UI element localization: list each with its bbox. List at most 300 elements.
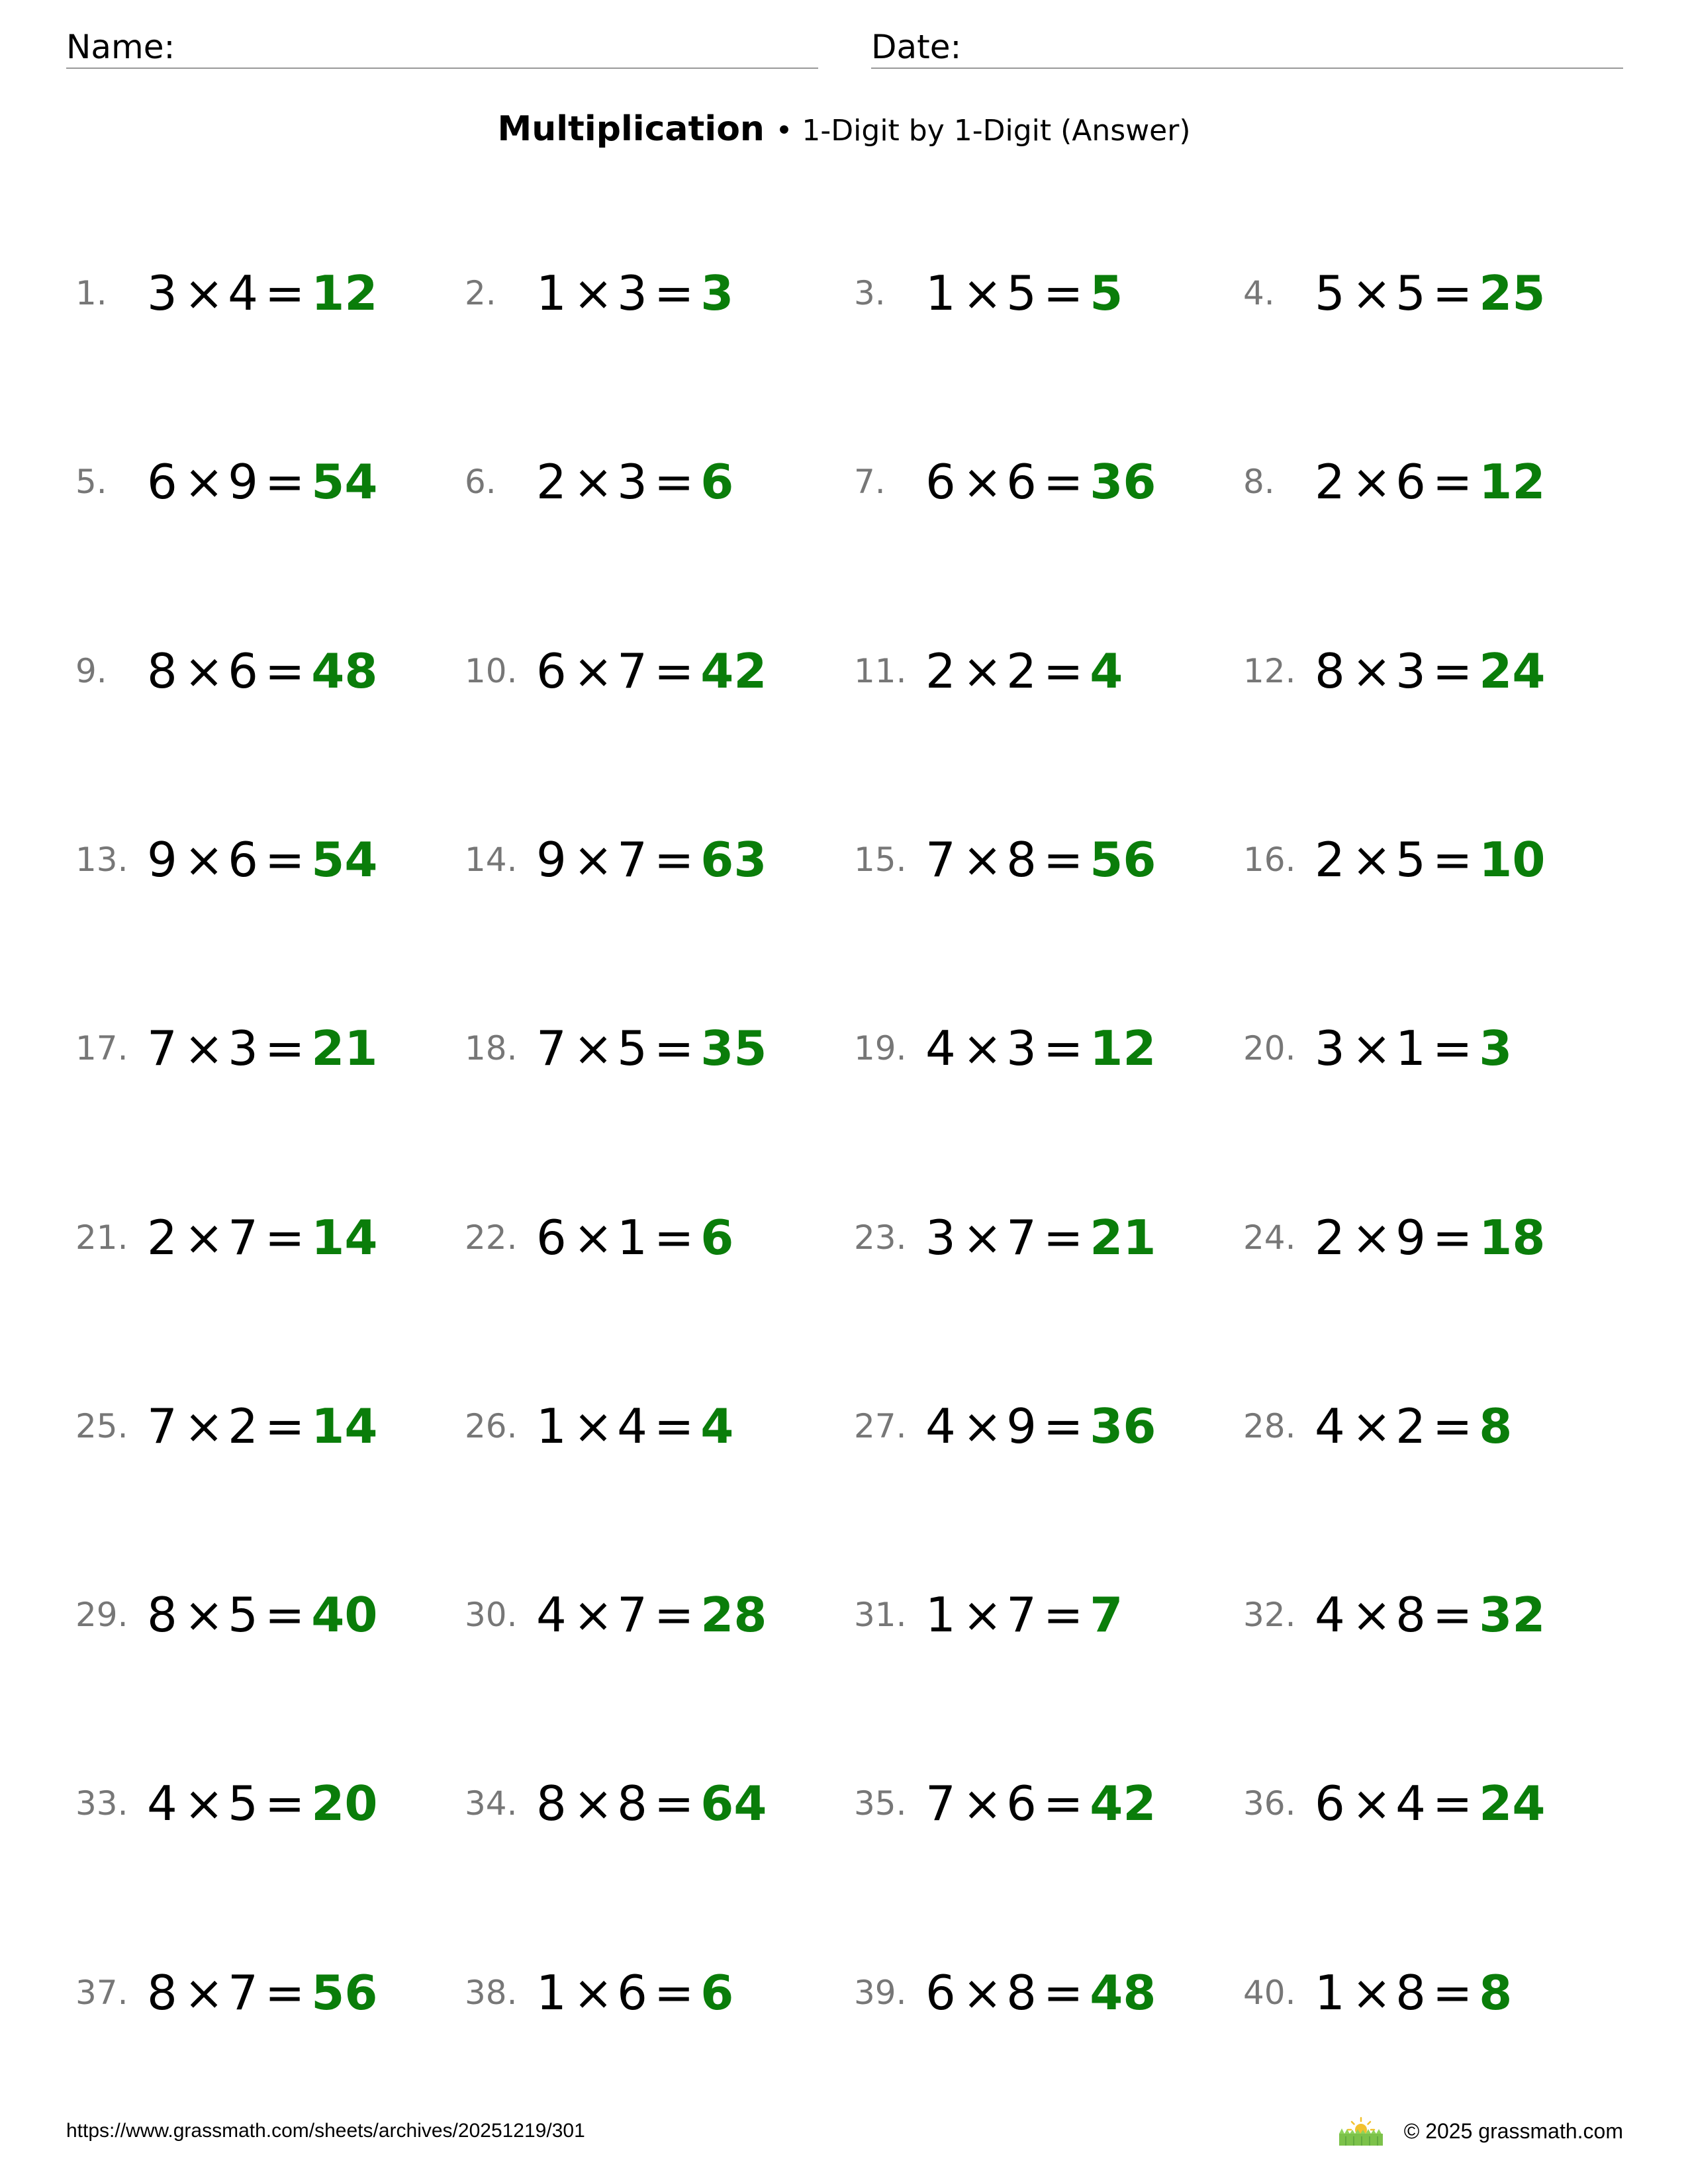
answer: 4: [700, 1398, 734, 1454]
factor-b: 8: [1006, 832, 1037, 887]
answer: 48: [1090, 1965, 1156, 2021]
problem-expression: [1315, 1582, 1545, 1648]
factor-b: 1: [1395, 1021, 1426, 1076]
answer: 18: [1479, 1210, 1546, 1265]
problem-item: [1234, 1393, 1605, 1459]
equals-sign: =: [1432, 832, 1473, 887]
factor-a: 2: [147, 1210, 177, 1265]
multiply-sign: ×: [183, 1210, 224, 1265]
answer: 24: [1479, 643, 1546, 699]
factor-a: 7: [536, 1021, 567, 1076]
problem-item: [845, 260, 1215, 326]
problem-number: 14.: [465, 841, 518, 879]
problem-item: [1234, 260, 1605, 326]
factor-b: 4: [617, 1398, 647, 1454]
problem-expression: [925, 1015, 1156, 1081]
factor-a: 7: [925, 832, 956, 887]
multiply-sign: ×: [962, 832, 1003, 887]
problem-item: [455, 449, 826, 515]
problem-item: [455, 1770, 826, 1837]
multiply-sign: ×: [962, 265, 1003, 321]
multiply-sign: ×: [183, 1965, 224, 2021]
factor-a: 7: [925, 1776, 956, 1831]
equals-sign: =: [1043, 832, 1084, 887]
multiply-sign: ×: [573, 832, 614, 887]
problem-expression: [147, 1015, 377, 1081]
multiply-sign: ×: [962, 1965, 1003, 2021]
multiply-sign: ×: [573, 1210, 614, 1265]
problem-number: 39.: [854, 1974, 907, 2012]
factor-a: 7: [147, 1398, 177, 1454]
problem-expression: [536, 1960, 733, 2026]
factor-a: 6: [925, 1965, 956, 2021]
factor-b: 3: [228, 1021, 258, 1076]
equals-sign: =: [1043, 1965, 1084, 2021]
problem-expression: [925, 638, 1123, 704]
factor-b: 9: [1395, 1210, 1426, 1265]
equals-sign: =: [653, 1776, 694, 1831]
factor-b: 8: [1395, 1965, 1426, 2021]
factor-a: 6: [536, 643, 567, 699]
problem-item: [1234, 1015, 1605, 1081]
factor-b: 2: [228, 1398, 258, 1454]
answer: 40: [311, 1587, 378, 1643]
multiply-sign: ×: [573, 1965, 614, 2021]
problem-number: 22.: [465, 1218, 518, 1257]
factor-a: 8: [1315, 643, 1345, 699]
problem-number: 1.: [75, 274, 107, 312]
date-label: Date:: [871, 28, 962, 66]
equals-sign: =: [653, 454, 694, 510]
problem-item: [66, 827, 437, 893]
factor-b: 5: [617, 1021, 647, 1076]
problem-item: [66, 449, 437, 515]
problem-expression: [1315, 1205, 1545, 1271]
factor-a: 4: [1315, 1398, 1345, 1454]
multiply-sign: ×: [962, 1021, 1003, 1076]
factor-b: 4: [228, 265, 258, 321]
problem-expression: [1315, 1015, 1512, 1081]
problem-item: [66, 260, 437, 326]
factor-a: 7: [147, 1021, 177, 1076]
problem-item: [455, 1960, 826, 2026]
factor-b: 6: [1006, 454, 1037, 510]
equals-sign: =: [264, 1021, 305, 1076]
factor-b: 2: [1395, 1398, 1426, 1454]
problem-number: 28.: [1243, 1407, 1296, 1445]
factor-a: 8: [147, 1587, 177, 1643]
factor-b: 3: [1006, 1021, 1037, 1076]
multiply-sign: ×: [962, 454, 1003, 510]
multiply-sign: ×: [573, 643, 614, 699]
factor-a: 4: [925, 1398, 956, 1454]
answer: 35: [700, 1021, 767, 1076]
problem-expression: [536, 827, 767, 893]
equals-sign: =: [1432, 1398, 1473, 1454]
problem-item: [66, 1205, 437, 1271]
factor-b: 6: [228, 643, 258, 699]
problem-number: 17.: [75, 1029, 128, 1068]
problem-expression: [1315, 1770, 1545, 1837]
problem-number: 15.: [854, 841, 907, 879]
factor-b: 7: [617, 832, 647, 887]
multiply-sign: ×: [1351, 1210, 1392, 1265]
problem-expression: [536, 1582, 767, 1648]
answer: 54: [311, 454, 378, 510]
multiply-sign: ×: [1351, 832, 1392, 887]
problem-number: 7.: [854, 463, 886, 501]
factor-b: 3: [1395, 643, 1426, 699]
multiply-sign: ×: [573, 1587, 614, 1643]
factor-a: 4: [1315, 1587, 1345, 1643]
problem-expression: [925, 1205, 1156, 1271]
problem-item: [455, 827, 826, 893]
equals-sign: =: [1043, 1398, 1084, 1454]
equals-sign: =: [1043, 265, 1084, 321]
problem-number: 31.: [854, 1596, 907, 1634]
multiply-sign: ×: [1351, 1776, 1392, 1831]
problem-expression: [536, 1770, 767, 1837]
problem-item: [66, 1015, 437, 1081]
answer: 21: [1090, 1210, 1156, 1265]
problem-item: [66, 1960, 437, 2026]
problem-expression: [147, 827, 377, 893]
problem-item: [1234, 827, 1605, 893]
factor-a: 3: [1315, 1021, 1345, 1076]
problem-number: 33.: [75, 1784, 128, 1823]
answer: 24: [1479, 1776, 1546, 1831]
factor-a: 4: [925, 1021, 956, 1076]
factor-a: 6: [925, 454, 956, 510]
factor-b: 7: [1006, 1210, 1037, 1265]
equals-sign: =: [1432, 454, 1473, 510]
problem-expression: [536, 638, 767, 704]
answer: 48: [311, 643, 378, 699]
answer: 64: [700, 1776, 767, 1831]
multiply-sign: ×: [183, 1021, 224, 1076]
date-field[interactable]: [871, 26, 1623, 69]
problem-number: 11.: [854, 652, 907, 690]
problem-expression: [147, 260, 377, 326]
problem-expression: [925, 1960, 1156, 2026]
problem-item: [845, 1393, 1215, 1459]
answer: 21: [311, 1021, 378, 1076]
factor-a: 1: [536, 1965, 567, 2021]
factor-b: 5: [1006, 265, 1037, 321]
equals-sign: =: [1432, 643, 1473, 699]
factor-b: 8: [1006, 1965, 1037, 2021]
answer: 14: [311, 1210, 378, 1265]
answer: 36: [1090, 1398, 1156, 1454]
answer: 8: [1479, 1398, 1513, 1454]
answer: 36: [1090, 454, 1156, 510]
problem-item: [455, 1015, 826, 1081]
answer: 54: [311, 832, 378, 887]
equals-sign: =: [653, 643, 694, 699]
problem-expression: [1315, 827, 1545, 893]
factor-b: 6: [1006, 1776, 1037, 1831]
problem-expression: [147, 1393, 377, 1459]
problem-number: 29.: [75, 1596, 128, 1634]
answer: 12: [311, 265, 378, 321]
multiply-sign: ×: [573, 1021, 614, 1076]
factor-b: 5: [228, 1776, 258, 1831]
problem-number: 8.: [1243, 463, 1275, 501]
problem-item: [66, 1770, 437, 1837]
problem-number: 36.: [1243, 1784, 1296, 1823]
problem-number: 5.: [75, 463, 107, 501]
problem-expression: [147, 1960, 377, 2026]
answer: 8: [1479, 1965, 1513, 2021]
factor-a: 1: [536, 1398, 567, 1454]
problem-number: 26.: [465, 1407, 518, 1445]
factor-b: 6: [1395, 454, 1426, 510]
answer: 4: [1090, 643, 1123, 699]
answer: 28: [700, 1587, 767, 1643]
multiply-sign: ×: [573, 1776, 614, 1831]
problem-number: 10.: [465, 652, 518, 690]
name-field[interactable]: [66, 26, 818, 69]
factor-a: 2: [1315, 1210, 1345, 1265]
problem-item: [1234, 1770, 1605, 1837]
factor-b: 7: [228, 1965, 258, 2021]
multiply-sign: ×: [573, 454, 614, 510]
multiply-sign: ×: [962, 1398, 1003, 1454]
multiply-sign: ×: [183, 643, 224, 699]
multiply-sign: ×: [962, 643, 1003, 699]
problem-expression: [925, 1770, 1156, 1837]
answer: 6: [700, 1965, 734, 2021]
factor-b: 6: [228, 832, 258, 887]
answer: 25: [1479, 265, 1546, 321]
problem-expression: [147, 1205, 377, 1271]
multiply-sign: ×: [962, 1587, 1003, 1643]
factor-a: 6: [147, 454, 177, 510]
grass-sun-logo-icon: [1338, 2115, 1384, 2147]
multiply-sign: ×: [1351, 1587, 1392, 1643]
multiply-sign: ×: [1351, 1965, 1392, 2021]
multiply-sign: ×: [1351, 454, 1392, 510]
factor-b: 5: [1395, 265, 1426, 321]
factor-b: 7: [1006, 1587, 1037, 1643]
multiply-sign: ×: [962, 1776, 1003, 1831]
equals-sign: =: [1432, 1210, 1473, 1265]
answer: 14: [311, 1398, 378, 1454]
problem-expression: [1315, 260, 1545, 326]
problem-number: 20.: [1243, 1029, 1296, 1068]
problem-item: [66, 638, 437, 704]
answer: 6: [700, 1210, 734, 1265]
problem-number: 27.: [854, 1407, 907, 1445]
problem-number: 6.: [465, 463, 496, 501]
problem-item: [455, 260, 826, 326]
problem-item: [845, 827, 1215, 893]
factor-a: 2: [925, 643, 956, 699]
problem-expression: [147, 638, 377, 704]
factor-a: 8: [536, 1776, 567, 1831]
factor-b: 9: [1006, 1398, 1037, 1454]
footer-brand: [1338, 2113, 1623, 2150]
footer-url: https://www.grassmath.com/sheets/archives/20251219/301: [66, 2120, 585, 2142]
equals-sign: =: [1432, 265, 1473, 321]
equals-sign: =: [264, 643, 305, 699]
factor-b: 5: [228, 1587, 258, 1643]
problem-number: 30.: [465, 1596, 518, 1634]
factor-a: 1: [1315, 1965, 1345, 2021]
problem-number: 40.: [1243, 1974, 1296, 2012]
factor-a: 3: [925, 1210, 956, 1265]
equals-sign: =: [1432, 1021, 1473, 1076]
problem-expression: [925, 827, 1156, 893]
equals-sign: =: [1043, 1776, 1084, 1831]
problem-expression: [536, 449, 733, 515]
problem-number: 35.: [854, 1784, 907, 1823]
equals-sign: =: [264, 1965, 305, 2021]
factor-a: 1: [925, 1587, 956, 1643]
factor-a: 6: [536, 1210, 567, 1265]
multiply-sign: ×: [183, 265, 224, 321]
problem-number: 25.: [75, 1407, 128, 1445]
problem-number: 38.: [465, 1974, 518, 2012]
multiply-sign: ×: [183, 1398, 224, 1454]
equals-sign: =: [653, 265, 694, 321]
problem-number: 4.: [1243, 274, 1275, 312]
factor-a: 2: [1315, 832, 1345, 887]
multiply-sign: ×: [183, 1776, 224, 1831]
answer: 5: [1090, 265, 1123, 321]
equals-sign: =: [264, 1587, 305, 1643]
problem-number: 34.: [465, 1784, 518, 1823]
problem-expression: [925, 449, 1156, 515]
equals-sign: =: [653, 1210, 694, 1265]
factor-b: 1: [617, 1210, 647, 1265]
equals-sign: =: [653, 1021, 694, 1076]
problem-number: 3.: [854, 274, 886, 312]
multiply-sign: ×: [573, 1398, 614, 1454]
answer: 7: [1090, 1587, 1123, 1643]
problem-number: 13.: [75, 841, 128, 879]
worksheet-title: [0, 106, 1688, 154]
equals-sign: =: [1043, 454, 1084, 510]
problem-expression: [536, 1205, 733, 1271]
problem-expression: [536, 260, 733, 326]
factor-a: 9: [536, 832, 567, 887]
factor-a: 2: [1315, 454, 1345, 510]
multiply-sign: ×: [183, 1587, 224, 1643]
factor-a: 8: [147, 1965, 177, 2021]
equals-sign: =: [653, 832, 694, 887]
title-main: Multiplication: [497, 109, 765, 149]
factor-a: 1: [925, 265, 956, 321]
problem-item: [1234, 449, 1605, 515]
equals-sign: =: [1432, 1965, 1473, 2021]
problem-number: 32.: [1243, 1596, 1296, 1634]
multiply-sign: ×: [1351, 1398, 1392, 1454]
factor-b: 3: [617, 454, 647, 510]
problem-number: 24.: [1243, 1218, 1296, 1257]
factor-b: 2: [1006, 643, 1037, 699]
equals-sign: =: [264, 832, 305, 887]
problem-expression: [147, 449, 377, 515]
answer: 3: [1479, 1021, 1513, 1076]
problem-number: 16.: [1243, 841, 1296, 879]
equals-sign: =: [264, 1210, 305, 1265]
factor-a: 2: [536, 454, 567, 510]
problem-item: [845, 638, 1215, 704]
answer: 3: [700, 265, 734, 321]
factor-a: 5: [1315, 265, 1345, 321]
equals-sign: =: [653, 1398, 694, 1454]
equals-sign: =: [1043, 1021, 1084, 1076]
factor-a: 1: [536, 265, 567, 321]
factor-a: 3: [147, 265, 177, 321]
answer: 56: [1090, 832, 1156, 887]
problem-number: 19.: [854, 1029, 907, 1068]
problem-expression: [147, 1582, 377, 1648]
problem-item: [845, 1770, 1215, 1837]
answer: 12: [1479, 454, 1546, 510]
equals-sign: =: [653, 1587, 694, 1643]
problem-number: 2.: [465, 274, 496, 312]
problem-expression: [925, 260, 1123, 326]
factor-b: 3: [617, 265, 647, 321]
multiply-sign: ×: [962, 1210, 1003, 1265]
equals-sign: =: [264, 1398, 305, 1454]
multiply-sign: ×: [1351, 643, 1392, 699]
factor-a: 4: [536, 1587, 567, 1643]
answer: 42: [1090, 1776, 1156, 1831]
factor-b: 7: [617, 643, 647, 699]
problem-number: 21.: [75, 1218, 128, 1257]
factor-a: 8: [147, 643, 177, 699]
factor-b: 6: [617, 1965, 647, 2021]
equals-sign: =: [1043, 1587, 1084, 1643]
equals-sign: =: [1043, 1210, 1084, 1265]
answer: 42: [700, 643, 767, 699]
answer: 6: [700, 454, 734, 510]
problem-number: 12.: [1243, 652, 1296, 690]
equals-sign: =: [1432, 1776, 1473, 1831]
equals-sign: =: [1043, 643, 1084, 699]
factor-b: 8: [617, 1776, 647, 1831]
problem-item: [845, 1582, 1215, 1648]
problem-expression: [1315, 1393, 1512, 1459]
factor-a: 9: [147, 832, 177, 887]
factor-a: 6: [1315, 1776, 1345, 1831]
factor-b: 5: [1395, 832, 1426, 887]
problem-item: [455, 1393, 826, 1459]
problem-expression: [925, 1393, 1156, 1459]
problem-item: [455, 638, 826, 704]
problem-item: [455, 1582, 826, 1648]
problem-number: 37.: [75, 1974, 128, 2012]
answer: 20: [311, 1776, 378, 1831]
factor-b: 4: [1395, 1776, 1426, 1831]
problem-item: [845, 1205, 1215, 1271]
factor-b: 7: [617, 1587, 647, 1643]
problem-number: 9.: [75, 652, 107, 690]
factor-b: 8: [1395, 1587, 1426, 1643]
answer: 32: [1479, 1587, 1546, 1643]
name-label: Name:: [66, 28, 175, 66]
problem-item: [845, 1960, 1215, 2026]
title-subtitle: • 1-Digit by 1-Digit (Answer): [775, 114, 1191, 148]
footer-copyright: © 2025 grassmath.com: [1403, 2118, 1623, 2143]
multiply-sign: ×: [573, 265, 614, 321]
multiply-sign: ×: [1351, 265, 1392, 321]
problem-expression: [147, 1770, 377, 1837]
multiply-sign: ×: [183, 832, 224, 887]
